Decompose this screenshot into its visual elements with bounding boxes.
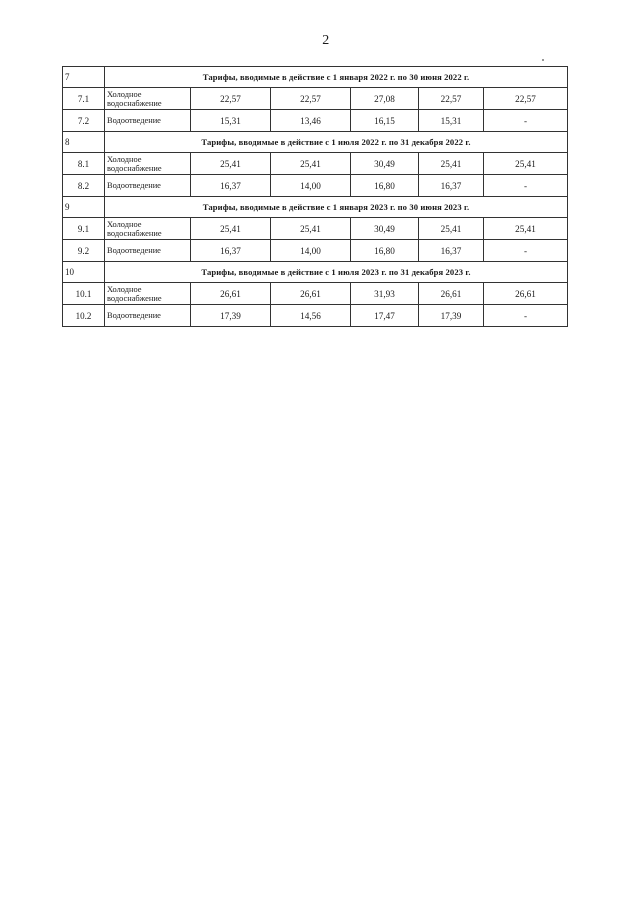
row-number: 7.2: [63, 110, 105, 132]
tariff-table-body: [63, 67, 568, 327]
tariff-value: 31,93: [351, 283, 419, 305]
tariff-value: 17,39: [191, 305, 271, 327]
tariff-value: 22,57: [271, 88, 351, 110]
service-name: Холодное водоснабжение: [105, 283, 191, 305]
tariff-value: 27,08: [351, 88, 419, 110]
tariff-value: 26,61: [191, 283, 271, 305]
tariff-value: 22,57: [419, 88, 484, 110]
tariff-row: [63, 175, 568, 197]
tariff-value: 15,31: [419, 110, 484, 132]
section-number: 7: [63, 67, 105, 88]
tariff-value: 26,61: [419, 283, 484, 305]
tariff-value: 17,47: [351, 305, 419, 327]
tariff-value: 25,41: [191, 153, 271, 175]
tariff-value: -: [484, 240, 568, 262]
tariff-value: 17,39: [419, 305, 484, 327]
tariff-value: 14,00: [271, 240, 351, 262]
tariff-value: 25,41: [191, 218, 271, 240]
section-number: 9: [63, 197, 105, 218]
tariff-value: 16,37: [191, 175, 271, 197]
section-title: Тарифы, вводимые в действие с 1 июля 2023 г. по 31 декабря 2023 г.: [105, 262, 568, 283]
tariff-value: 25,41: [419, 153, 484, 175]
tariff-row: [63, 153, 568, 175]
tariff-value: 26,61: [484, 283, 568, 305]
tariff-value: 13,46: [271, 110, 351, 132]
tariff-row: [63, 305, 568, 327]
row-number: 8.1: [63, 153, 105, 175]
tariff-value: 22,57: [191, 88, 271, 110]
tariff-value: -: [484, 175, 568, 197]
row-number: 7.1: [63, 88, 105, 110]
page-number: 2: [322, 33, 330, 48]
tariff-value: 22,57: [484, 88, 568, 110]
service-name: Водоотведение: [105, 175, 191, 197]
tariff-value: 25,41: [484, 153, 568, 175]
tariff-value: 25,41: [484, 218, 568, 240]
tariff-value: 16,80: [351, 175, 419, 197]
section-title: Тарифы, вводимые в действие с 1 января 2023 г. по 30 июня 2023 г.: [105, 197, 568, 218]
service-name: Водоотведение: [105, 110, 191, 132]
row-number: 9.2: [63, 240, 105, 262]
service-name: Холодное водоснабжение: [105, 88, 191, 110]
tariff-value: 14,00: [271, 175, 351, 197]
tariff-value: 30,49: [351, 218, 419, 240]
tariff-value: 30,49: [351, 153, 419, 175]
section-title: Тарифы, вводимые в действие с 1 июля 2022 г. по 31 декабря 2022 г.: [105, 132, 568, 153]
tariff-row: [63, 88, 568, 110]
tariff-value: 16,37: [419, 175, 484, 197]
section-header-row: [63, 67, 568, 88]
tariff-value: 16,37: [419, 240, 484, 262]
row-number: 10.2: [63, 305, 105, 327]
tariff-value: 16,15: [351, 110, 419, 132]
tariff-row: [63, 110, 568, 132]
tariff-value: 25,41: [271, 153, 351, 175]
tariff-table: [62, 66, 568, 327]
section-header-row: [63, 197, 568, 218]
tariff-value: 25,41: [419, 218, 484, 240]
tariff-value: 14,56: [271, 305, 351, 327]
scan-speck: [542, 59, 544, 61]
tariff-value: 15,31: [191, 110, 271, 132]
service-name: Холодное водоснабжение: [105, 153, 191, 175]
tariff-value: 16,37: [191, 240, 271, 262]
section-number: 8: [63, 132, 105, 153]
row-number: 9.1: [63, 218, 105, 240]
section-number: 10: [63, 262, 105, 283]
row-number: 8.2: [63, 175, 105, 197]
section-header-row: [63, 262, 568, 283]
section-title: Тарифы, вводимые в действие с 1 января 2022 г. по 30 июня 2022 г.: [105, 67, 568, 88]
service-name: Водоотведение: [105, 240, 191, 262]
tariff-value: -: [484, 110, 568, 132]
tariff-value: 26,61: [271, 283, 351, 305]
row-number: 10.1: [63, 283, 105, 305]
service-name: Холодное водоснабжение: [105, 218, 191, 240]
tariff-value: -: [484, 305, 568, 327]
tariff-row: [63, 218, 568, 240]
tariff-value: 16,80: [351, 240, 419, 262]
tariff-row: [63, 240, 568, 262]
tariff-row: [63, 283, 568, 305]
tariff-value: 25,41: [271, 218, 351, 240]
section-header-row: [63, 132, 568, 153]
service-name: Водоотведение: [105, 305, 191, 327]
